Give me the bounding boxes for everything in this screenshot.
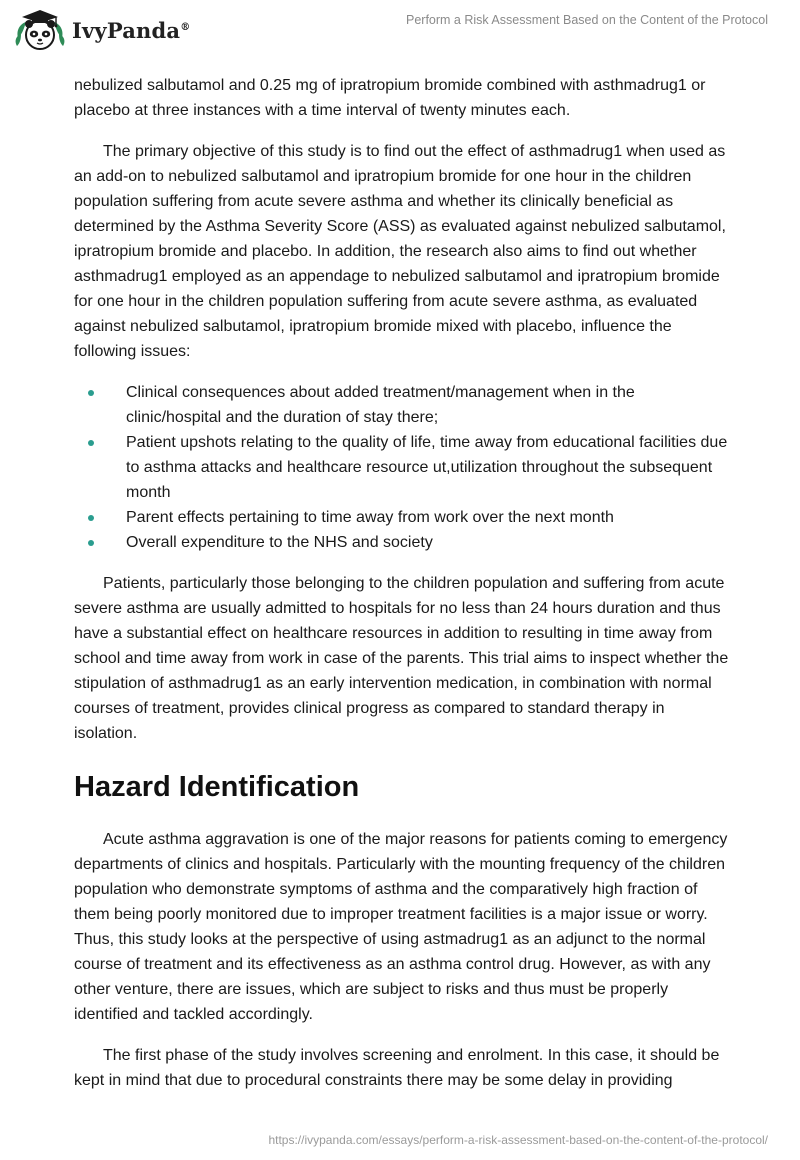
panda-graduate-icon	[14, 8, 66, 52]
section-heading: Hazard Identification	[74, 771, 360, 803]
registered-mark: ®	[180, 21, 191, 33]
brand-name: IvyPanda®	[72, 17, 191, 43]
paragraph-objective: The primary objective of this study is to find out the effect of asthmadrug1 when used as an add-on to nebulized salbutamol and ipratropium bromide for one hour in the children population suffering from acute severe asthma and whether its clinically beneficial as determined by the Asthma Severity Score (ASS) as evaluated against nebulized salbutamol, ipratropium bromide and placebo. In addition, the research also aims to find out whether asthmadrug1 employed as an appendage to nebulized salbutamol and ipratropium bromide for one hour in the children population suffering from acute severe asthma, as evaluated against nebulized salbutamol, ipratropium bromide mixed with placebo, influence the following issues:	[74, 143, 726, 360]
bullet-dot-icon	[88, 440, 94, 446]
brand-logo[interactable]	[14, 8, 190, 52]
issues-list	[74, 380, 730, 555]
list-item: Overall expenditure to the NHS and society	[74, 530, 730, 555]
list-item: Parent effects pertaining to time away from work over the next month	[74, 505, 730, 530]
source-url-link[interactable]: https://ivypanda.com/essays/perform-a-risk-assessment-based-on-the-content-of-the-protocol/	[268, 1133, 768, 1147]
document-title: Perform a Risk Assessment Based on the Content of the Protocol	[406, 13, 768, 27]
paragraph-continued: nebulized salbutamol and 0.25 mg of ipratropium bromide combined with asthmadrug1 or placebo at three instances with a time interval of twenty minutes each.	[74, 77, 706, 119]
bullet-dot-icon	[88, 540, 94, 546]
page-header	[0, 0, 800, 70]
paragraph-first-phase: The first phase of the study involves screening and enrolment. In this case, it should be kept in mind that due to procedural constraints there may be some delay in providing	[74, 1047, 720, 1089]
paragraph-patients: Patients, particularly those belonging to the children population and suffering from acute severe asthma are usually admitted to hospitals for no less than 24 hours duration and thus have a substantial effect on healthcare resources in addition to resulting in time away from school and time away from work in case of the parents. This trial aims to inspect whether the stipulation of asthmadrug1 as an early intervention medication, in combination with normal courses of treatment, provides clinical progress as compared to standard therapy in isolation.	[74, 575, 729, 742]
bullet-dot-icon	[88, 515, 94, 521]
list-item: Clinical consequences about added treatment/management when in the clinic/hospital and the duration of stay there;	[74, 380, 730, 430]
essay-body	[74, 73, 730, 1109]
bullet-dot-icon	[88, 390, 94, 396]
list-item: Patient upshots relating to the quality of life, time away from educational facilities due to asthma attacks and healthcare resource ut,utilization throughout the subsequent month	[74, 430, 730, 505]
paragraph-hazard: Acute asthma aggravation is one of the major reasons for patients coming to emergency departments of clinics and hospitals. Particularly with the mounting frequency of the children population who demonstrate symptoms of asthma and the comparatively high fraction of them being poorly monitored due to improper treatment facilities is a major issue or worry. Thus, this study looks at the perspective of using astmadrug1 as an adjunct to the normal course of treatment and its effectiveness as an asthma control drug. However, as with any other venture, there are issues, which are subject to risks and thus must be properly identified and tackled accordingly.	[74, 831, 728, 1023]
